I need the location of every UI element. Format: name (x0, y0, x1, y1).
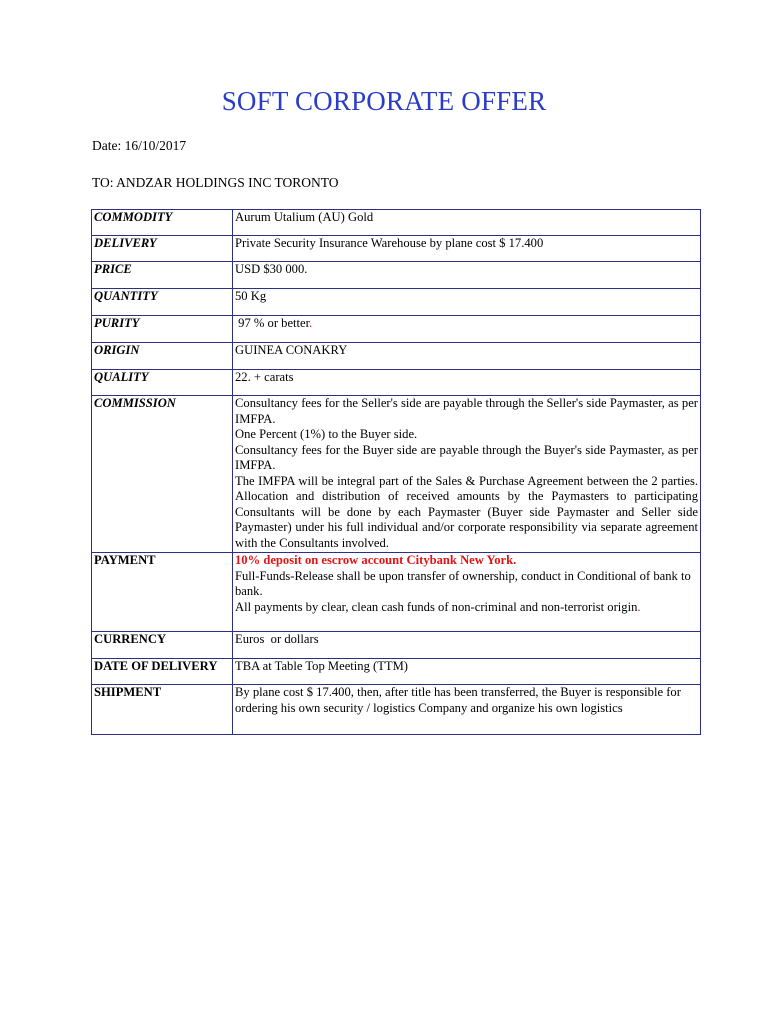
origin-value: GUINEA CONAKRY (233, 343, 701, 370)
commission-line-imfpa: The IMFPA will be integral part of the Sales & Purchase Agreement between the 2 parties. Allocation and distribution of received amounts by the Paymasters to participating Consultants will be done by each Paymaster (Buyer side Paymaster and Seller side Paymaster) under his full individual and/or corporate responsibility via separate agreement with the Consultants involved. (235, 473, 698, 550)
table-row-shipment (92, 685, 701, 735)
commodity-label: COMMODITY (92, 210, 233, 236)
delivery-label: DELIVERY (92, 236, 233, 262)
table-row-delivery (92, 236, 701, 262)
payment-suffix: . (637, 599, 641, 614)
payment-label: PAYMENT (92, 553, 233, 632)
shipment-label: SHIPMENT (92, 685, 233, 735)
offer-date: Date: 16/10/2017 (92, 138, 187, 153)
table-row-commodity (92, 210, 701, 236)
payment-cell (233, 553, 701, 632)
purity-label: PURITY (92, 316, 233, 343)
payment-line-release: Full-Funds-Release shall be upon transfer of ownership, conduct in Conditional of bank to bank. (235, 568, 691, 598)
quality-value: 22. + carats (233, 370, 701, 396)
table-row-currency (92, 632, 701, 659)
document-title: SOFT CORPORATE OFFER (221, 86, 547, 116)
commission-line-percent: One Percent (1%) to the Buyer side. (235, 427, 418, 441)
delivery-value: Private Security Insurance Warehouse by plane cost $ 17.400 (233, 236, 701, 262)
commission-line-seller: Consultancy fees for the Seller's side are payable through the Seller's side Paymaster, as per IMFPA. (235, 396, 698, 426)
origin-label: ORIGIN (92, 343, 233, 370)
currency-label: CURRENCY (92, 632, 233, 659)
commission-cell (233, 396, 701, 553)
purity-suffix: . (309, 316, 313, 330)
quantity-label: QUANTITY (92, 289, 233, 316)
commission-label: COMMISSION (92, 396, 233, 553)
price-value: USD $30 000. (233, 262, 701, 289)
price-label: PRICE (92, 262, 233, 289)
recipient-line: TO: ANDZAR HOLDINGS INC TORONTO (92, 175, 339, 190)
date-of-delivery-label: DATE OF DELIVERY (92, 659, 233, 685)
payment-deposit-highlight: 10% deposit on escrow account Citybank New York. (235, 553, 517, 567)
commission-line-buyer: Consultancy fees for the Buyer side are payable through the Buyer's side Paymaster, as per IMFPA. (235, 442, 698, 472)
payment-line-clean-funds (235, 600, 698, 616)
commodity-value: Aurum Utalium (AU) Gold (233, 210, 701, 236)
quantity-value: 50 Kg (233, 289, 701, 316)
table-row-origin (92, 343, 701, 370)
table-row-purity (92, 316, 701, 343)
purity-value: 97 % or better (235, 316, 310, 330)
quality-label: QUALITY (92, 370, 233, 396)
payment-clean-funds-text: All payments by clear, clean cash funds of non-criminal and non-terrorist origin (235, 599, 638, 614)
currency-value: Euros or dollars (233, 632, 701, 659)
shipment-value: By plane cost $ 17.400, then, after title has been transferred, the Buyer is responsible for ordering his own security / logistics Company and organize his own logistics (233, 685, 701, 735)
table-row-quantity (92, 289, 701, 316)
offer-terms-table (91, 209, 701, 735)
purity-cell (233, 316, 701, 343)
table-row-commission (92, 396, 701, 553)
table-row-quality (92, 370, 701, 396)
date-of-delivery-value: TBA at Table Top Meeting (TTM) (233, 659, 701, 685)
table-row-payment (92, 553, 701, 632)
table-row-price (92, 262, 701, 289)
table-row-date-of-delivery (92, 659, 701, 685)
